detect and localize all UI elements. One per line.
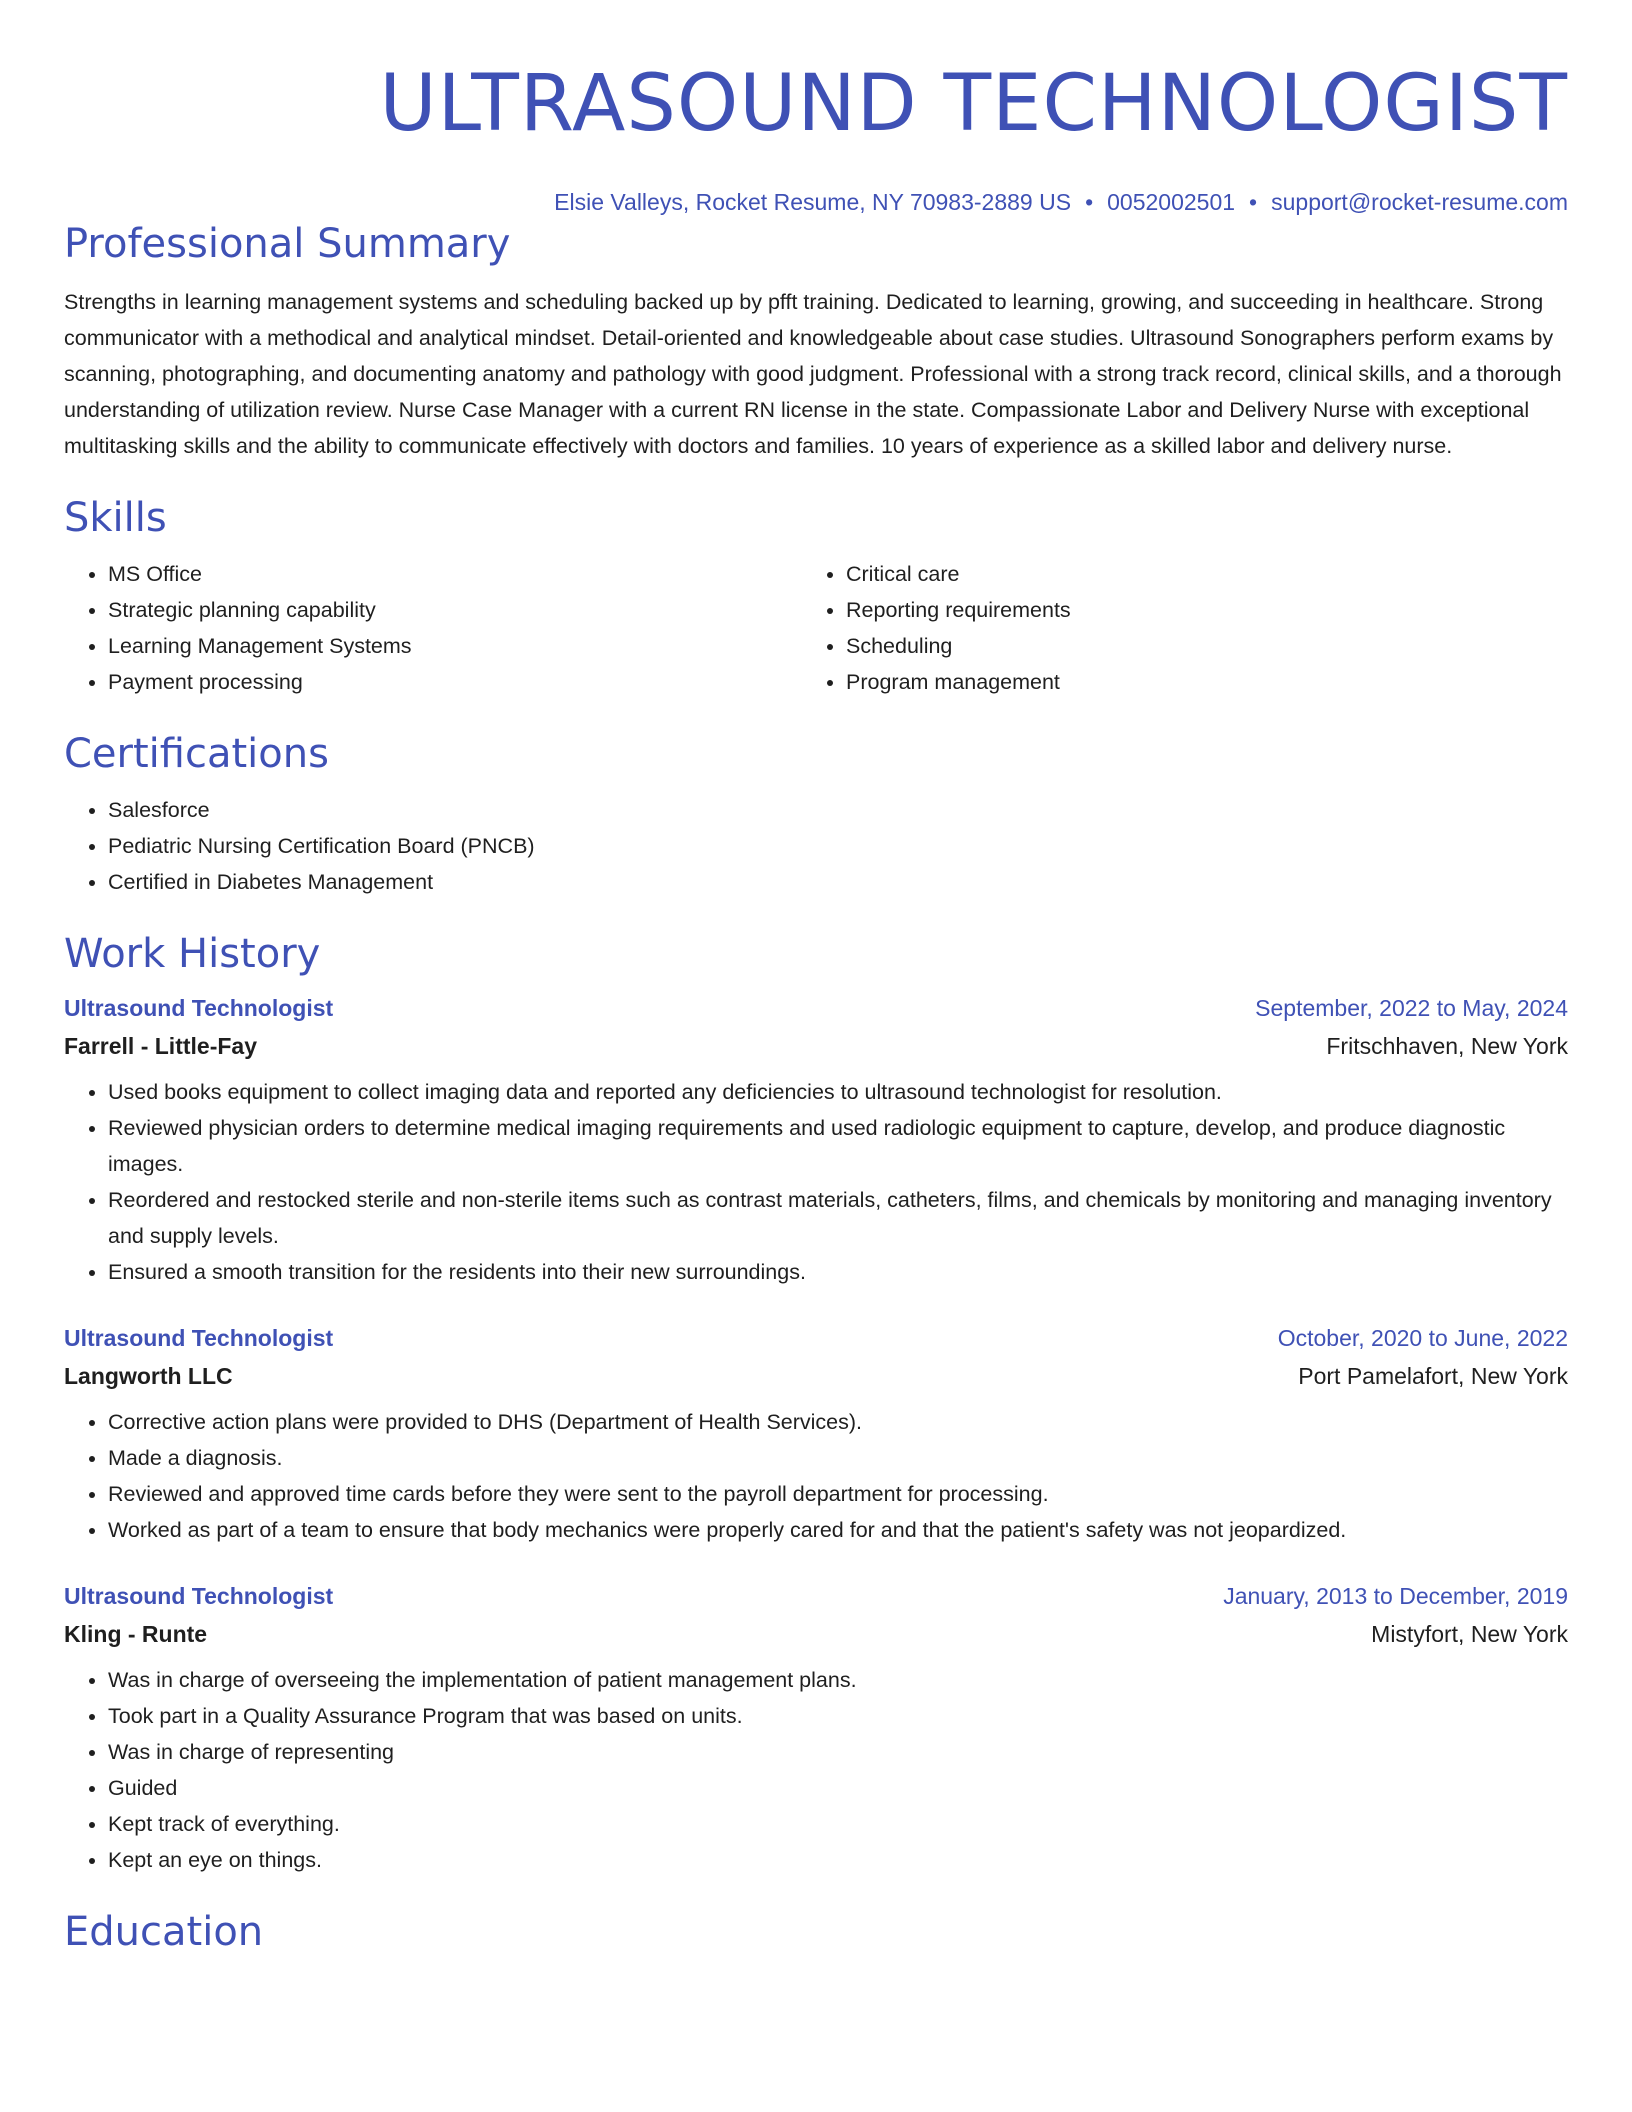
summary-text: Strengths in learning management systems and scheduling backed up by pfft training. Dedicated to learning, growing, and succeeding in healthcare. Strong communicator with a methodical and analytical mindset. Detail-oriented and knowledgeable about case studies. Ultrasound Sonographers perform exams by scanning, photographing, and documenting anatomy and pathology with good judgment. Professional with a strong track record, clinical skills, and a thorough understanding of utilization review. Nurse Case Manager with a current RN license in the state. Compassionate Labor and Delivery Nurse with exceptional multitasking skills and the ability to communicate effectively with doctors and families. 10 years of experience as a skilled labor and delivery nurse. — [64, 290, 1562, 458]
job-duty: • Reordered and restocked sterile and non-sterile items such as contrast materials, catheters, films, and chemicals by monitoring and managing inventory and supply levels. — [108, 1182, 1568, 1254]
skills-list-left — [64, 556, 802, 700]
certifications-section — [64, 728, 1568, 900]
job-duty: • Kept track of everything. — [108, 1806, 1568, 1842]
summary-heading: Professional Summary — [64, 221, 511, 267]
job-duty: • Was in charge of representing — [108, 1734, 1568, 1770]
contact-email: support@rocket-resume.com — [1271, 189, 1568, 215]
contact-separator: • — [1085, 189, 1094, 215]
job-title: Ultrasound Technologist — [64, 1325, 334, 1351]
job-header-row — [64, 1320, 1568, 1356]
skills-column-right — [802, 556, 1568, 700]
skills-grid — [64, 556, 1568, 700]
job-duty: • Guided — [108, 1770, 1568, 1806]
resume-header — [64, 0, 1568, 218]
job-company: Kling - Runte — [64, 1621, 208, 1647]
certifications-list — [64, 792, 1568, 900]
job-entry — [64, 1578, 1568, 1878]
job-duties-list — [64, 1662, 1568, 1878]
certifications-heading: Certifications — [64, 731, 329, 777]
contact-address: Elsie Valleys, Rocket Resume, NY 70983-2889 US — [554, 189, 1072, 215]
job-dates: September, 2022 to May, 2024 — [1255, 995, 1568, 1021]
job-company: Langworth LLC — [64, 1363, 233, 1389]
job-title: Ultrasound Technologist — [64, 995, 334, 1021]
skills-section — [64, 492, 1568, 700]
education-heading: Education — [64, 1909, 264, 1955]
job-company-row — [64, 1614, 1568, 1654]
job-entry — [64, 990, 1568, 1290]
job-duty: • Reviewed and approved time cards before they were sent to the payroll department for processing. — [108, 1476, 1568, 1512]
certification-item: • Certified in Diabetes Management — [108, 864, 1568, 900]
job-dates: October, 2020 to June, 2022 — [1277, 1325, 1568, 1351]
job-dates: January, 2013 to December, 2019 — [1223, 1583, 1568, 1609]
skills-list-right — [802, 556, 1568, 700]
job-duty: • Worked as part of a team to ensure that body mechanics were properly cared for and that the patient's safety was not jeopardized. — [108, 1512, 1568, 1548]
job-duty: • Reviewed physician orders to determine medical imaging requirements and used radiologic equipment to capture, develop, and produce diagnostic images. — [108, 1110, 1568, 1182]
job-duties-list — [64, 1404, 1568, 1548]
job-company: Farrell - Little-Fay — [64, 1033, 257, 1059]
job-duty: • Used books equipment to collect imaging data and reported any deficiencies to ultrasound technologist for resolution. — [108, 1074, 1568, 1110]
job-duty: • Corrective action plans were provided to DHS (Department of Health Services). — [108, 1404, 1568, 1440]
job-entry — [64, 1320, 1568, 1548]
skill-item: • MS Office — [108, 556, 802, 592]
job-duty: • Ensured a smooth transition for the residents into their new surroundings. — [108, 1254, 1568, 1290]
skill-item: • Reporting requirements — [846, 592, 1568, 628]
work-history-section — [64, 928, 1568, 1878]
skill-item: • Critical care — [846, 556, 1568, 592]
certification-item: • Salesforce — [108, 792, 1568, 828]
skill-item: • Scheduling — [846, 628, 1568, 664]
job-company-row — [64, 1356, 1568, 1396]
job-duty: • Made a diagnosis. — [108, 1440, 1568, 1476]
resume-name: ULTRASOUND TECHNOLOGIST — [379, 59, 1568, 149]
skill-item: • Learning Management Systems — [108, 628, 802, 664]
skill-item: • Strategic planning capability — [108, 592, 802, 628]
skills-heading: Skills — [64, 495, 167, 541]
work-history-heading: Work History — [64, 931, 321, 977]
job-duties-list — [64, 1074, 1568, 1290]
job-title: Ultrasound Technologist — [64, 1583, 334, 1609]
contact-phone: 0052002501 — [1107, 189, 1236, 215]
contact-line — [64, 186, 1568, 218]
certification-item: • Pediatric Nursing Certification Board (PNCB) — [108, 828, 1568, 864]
job-location: Fritschhaven, New York — [1326, 1033, 1568, 1059]
job-company-row — [64, 1026, 1568, 1066]
contact-separator: • — [1249, 189, 1258, 215]
job-duty: • Took part in a Quality Assurance Program that was based on units. — [108, 1698, 1568, 1734]
skills-column-left — [64, 556, 802, 700]
job-header-row — [64, 1578, 1568, 1614]
education-section — [64, 1906, 1568, 1958]
job-header-row — [64, 990, 1568, 1026]
job-location: Port Pamelafort, New York — [1298, 1363, 1568, 1389]
job-duty: • Kept an eye on things. — [108, 1842, 1568, 1878]
job-location: Mistyfort, New York — [1371, 1621, 1568, 1647]
job-duty: • Was in charge of overseeing the implementation of patient management plans. — [108, 1662, 1568, 1698]
skill-item: • Payment processing — [108, 664, 802, 700]
skill-item: • Program management — [846, 664, 1568, 700]
